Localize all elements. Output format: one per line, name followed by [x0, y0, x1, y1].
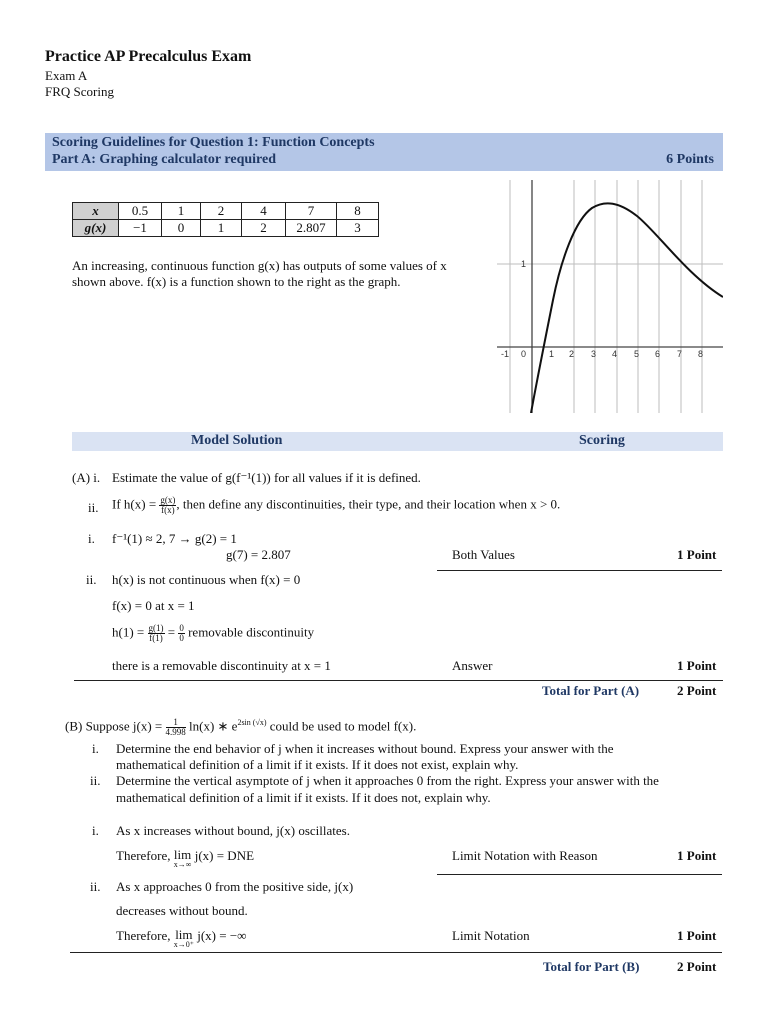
- partA-total-points: 2 Point: [677, 683, 717, 698]
- table-cell: 7: [286, 203, 337, 220]
- partA-divider: [74, 680, 723, 681]
- fraction: $\frac{1}{4.998}$: [165, 717, 186, 737]
- limit: lim x→0⁺: [173, 927, 194, 949]
- model-solution-bar: [72, 432, 723, 451]
- intro-line-1: An increasing, continuous function g(x) has outputs of some values of x: [72, 258, 447, 273]
- partB-answer-i-line1: As x increases without bound, j(x) oscillates.: [116, 823, 350, 838]
- partB-answer-ii-line1: As x approaches 0 from the positive side, j(x): [116, 879, 354, 894]
- x-tick-label: 6: [655, 349, 661, 359]
- x-tick-label: 8: [698, 349, 704, 359]
- page-title: Practice AP Precalculus Exam: [45, 48, 252, 65]
- table-cell: 0.5: [119, 203, 162, 220]
- table-cell: 0: [162, 220, 201, 237]
- partB-intro: (B) Suppose j(x) = $\frac{1}{4.998}$ ln(x) ∗ $e^{2sin (√x)}$ could be used to model f(x).: [65, 717, 417, 737]
- partB-question-ii-line1: Determine the vertical asymptote of j when it approaches 0 from the right. Express your answer with the: [116, 773, 659, 788]
- partA-answer-i-line2: g(7) = 2.807: [226, 547, 291, 562]
- guidelines-title: Scoring Guidelines for Question 1: Function Concepts: [52, 135, 375, 150]
- intro-line-2: shown above. f(x) is a function shown to the right as the graph.: [72, 274, 401, 289]
- fraction: $\frac{g(1)}{f(1)}$: [148, 623, 164, 643]
- partA-answer-ii-line3: h(1) = $\frac{g(1)}{f(1)}$ = $\frac{0}{0}$ removable discontinuity: [112, 623, 315, 643]
- table-cell: 3: [337, 220, 379, 237]
- section-label: FRQ Scoring: [45, 84, 114, 99]
- partB-divider: [70, 952, 722, 953]
- score-points: 1 Point: [677, 848, 717, 863]
- table-g-header: g(x): [73, 220, 119, 237]
- partA-answer-ii-line4: there is a removable discontinuity at x = 1: [112, 658, 331, 673]
- partA-question-ii: If h(x) = $\frac{g(x)}{f(x)}$ , then define any discontinuities, their type, and their location when x > 0.: [112, 495, 561, 515]
- guidelines-header: [45, 133, 723, 171]
- partB-total-label: Total for Part (B): [543, 959, 640, 974]
- partB-total-points: 2 Point: [677, 959, 717, 974]
- score-divider: [437, 570, 722, 571]
- partB-question-i-line2: mathematical definition of a limit if it exists. If it does not exist, explain why.: [116, 757, 519, 772]
- partB-question-i-label: i.: [92, 741, 99, 756]
- x-tick-label: 2: [569, 349, 575, 359]
- table-cell: 4: [242, 203, 286, 220]
- exam-label: Exam A: [45, 68, 88, 83]
- x-tick-label: 0: [521, 349, 527, 359]
- table-cell: 8: [337, 203, 379, 220]
- score-points: 1 Point: [677, 928, 717, 943]
- table-cell: 2: [242, 220, 286, 237]
- score-label-answer: Answer: [452, 658, 493, 673]
- x-tick-label: -1: [501, 349, 510, 359]
- fraction: $\frac{g(x)}{f(x)}$: [160, 495, 176, 515]
- partA-question-ii-label: ii.: [88, 500, 99, 515]
- scoring-label: Scoring: [579, 433, 625, 448]
- partB-question-i-line1: Determine the end behavior of j when it increases without bound. Express your answer with the: [116, 741, 614, 756]
- graph-grid: [497, 180, 723, 413]
- partA-answer-i-label: i.: [88, 531, 95, 546]
- partA-answer-ii-line2: f(x) = 0 at x = 1: [112, 598, 195, 613]
- score-label-both-values: Both Values: [452, 547, 515, 562]
- x-tick-label: 3: [591, 349, 597, 359]
- values-table: [72, 202, 379, 237]
- score-label-limit-notation: Limit Notation: [452, 928, 530, 943]
- score-points: 1 Point: [677, 547, 717, 562]
- score-label-limit-reason: Limit Notation with Reason: [452, 848, 598, 863]
- table-x-header: x: [73, 203, 119, 220]
- x-tick-label: 7: [677, 349, 683, 359]
- x-tick-label: 4: [612, 349, 618, 359]
- fraction: $\frac{0}{0}$: [179, 623, 184, 643]
- partB-answer-ii-line2: decreases without bound.: [116, 903, 248, 918]
- x-tick-label: 1: [549, 349, 555, 359]
- partB-answer-i-line2: Therefore, lim x→∞ j(x) = DNE: [116, 847, 255, 869]
- table-cell: 2: [201, 203, 242, 220]
- partA-answer-ii-line1: h(x) is not continuous when f(x) = 0: [112, 572, 301, 587]
- score-points: 1 Point: [677, 658, 717, 673]
- partA-question-i: Estimate the value of g(f⁻¹(1)) for all values if it is defined.: [112, 470, 421, 485]
- partB-answer-ii-line3: Therefore, lim x→0⁺ j(x) = −∞: [116, 927, 247, 949]
- table-cell: 1: [162, 203, 201, 220]
- table-cell: −1: [119, 220, 162, 237]
- partA-answer-i-line1: f⁻¹(1) ≈ 2, 7 → g(2) = 1: [112, 531, 237, 546]
- partB-question-ii-line2: mathematical definition of a limit if it exists. If it does not, explain why.: [116, 790, 491, 805]
- table-cell: 2.807: [286, 220, 337, 237]
- table-cell: 1: [201, 220, 242, 237]
- model-solution-label: Model Solution: [191, 433, 283, 448]
- partB-question-ii-label: ii.: [90, 773, 101, 788]
- function-curve: [531, 203, 723, 413]
- partA-answer-ii-label: ii.: [86, 572, 97, 587]
- partB-answer-ii-label: ii.: [90, 879, 101, 894]
- guidelines-points: 6 Points: [666, 152, 714, 167]
- y-tick-label: 1: [521, 259, 527, 269]
- function-graph: [497, 180, 723, 413]
- x-tick-label: 5: [634, 349, 640, 359]
- limit: lim x→∞: [173, 847, 192, 869]
- table-row: [73, 203, 379, 220]
- partB-answer-i-label: i.: [92, 823, 99, 838]
- table-row: [73, 220, 379, 237]
- guidelines-part: Part A: Graphing calculator required: [52, 152, 276, 167]
- score-divider: [437, 874, 722, 875]
- partA-label: (A) i.: [72, 470, 101, 485]
- partA-total-label: Total for Part (A): [542, 683, 640, 698]
